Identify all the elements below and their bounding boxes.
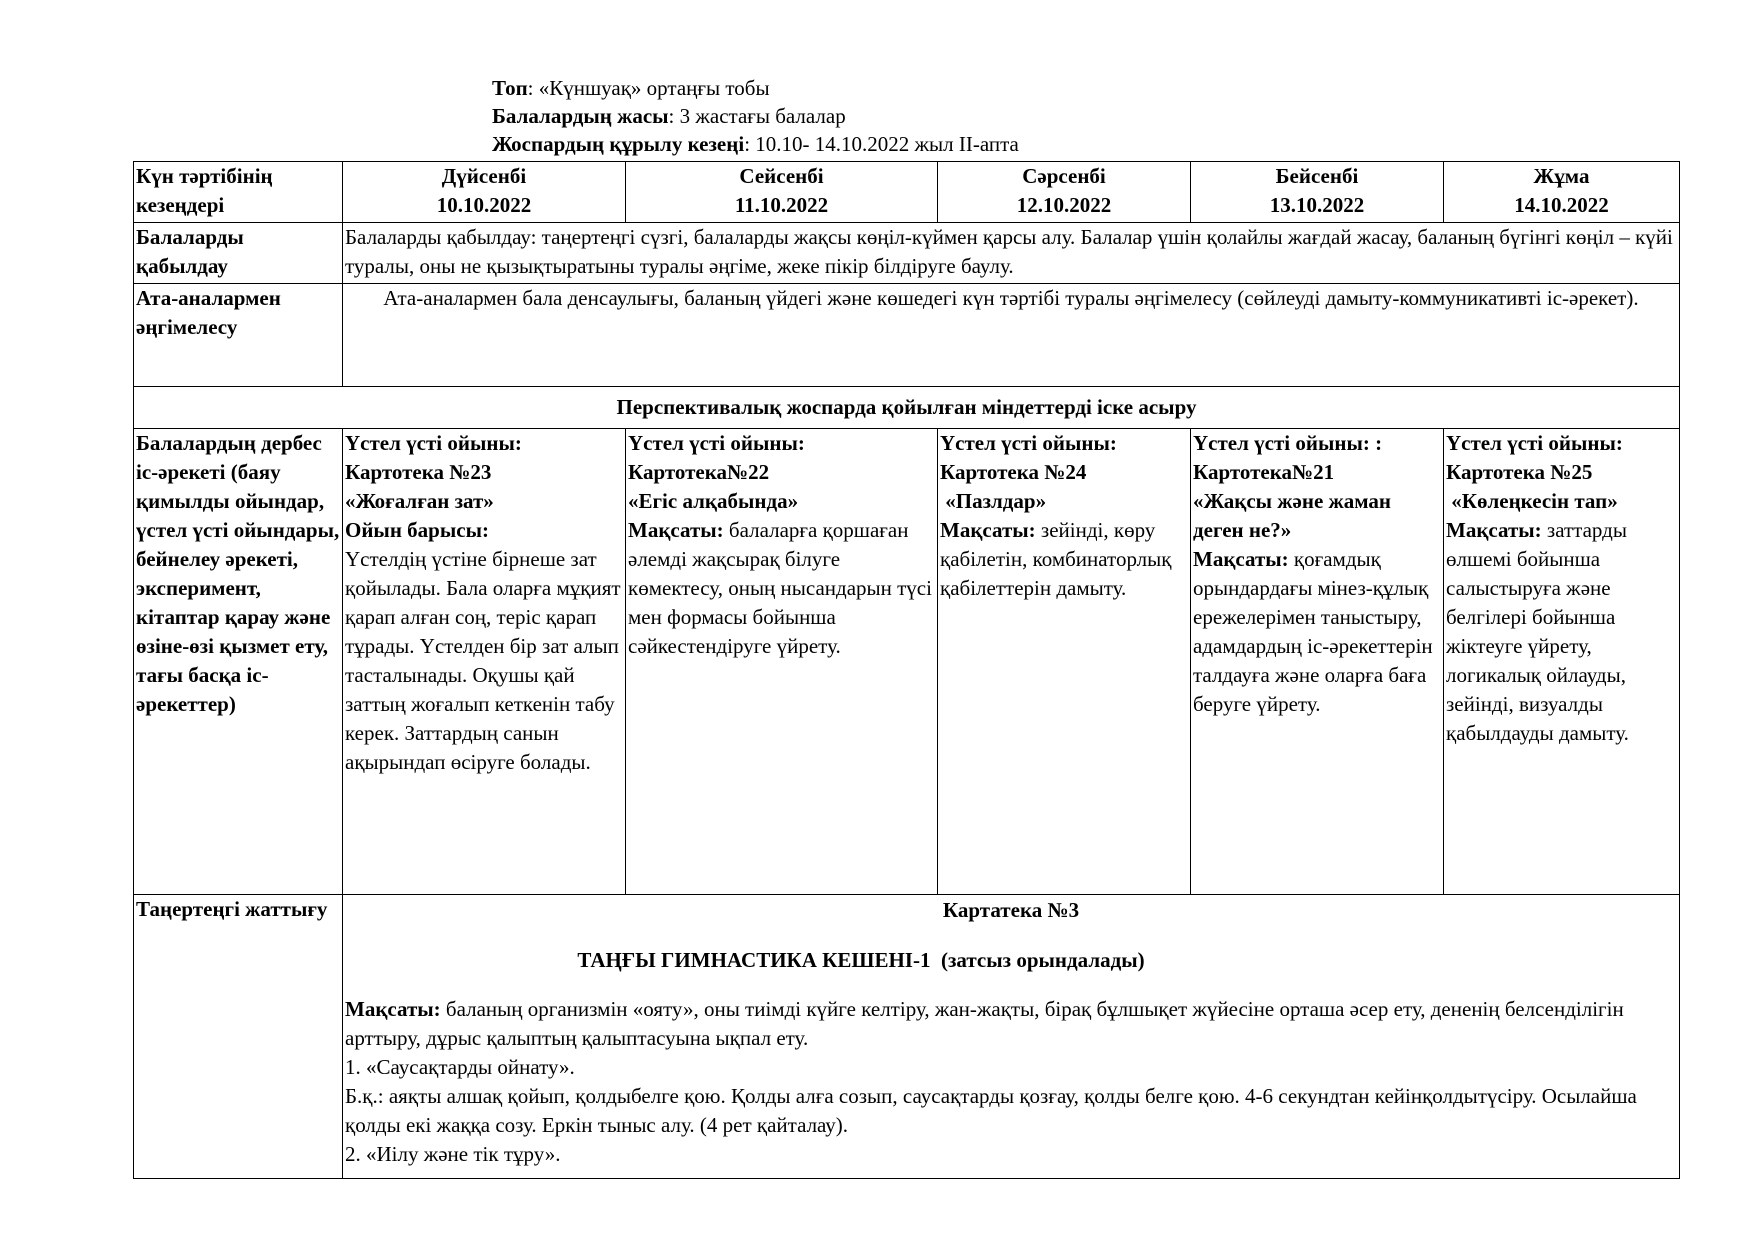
parents-label: Ата-аналармен әңгімелесу bbox=[134, 284, 343, 387]
goal-label: Мақсаты: bbox=[1446, 518, 1542, 542]
period-line bbox=[492, 130, 1019, 158]
group-value: : «Күншуақ» ортаңғы тобы bbox=[527, 76, 770, 100]
reception-label: Балаларды қабылдау bbox=[134, 223, 343, 284]
day-name: Жұма bbox=[1533, 164, 1590, 188]
exercise-goal-text: баланың организмін «ояту», оны тиімді күйге келтіру, жан-жақты, бірақ бұлшықет жүйесіне орташа әсер ету, дененің белсенділігін арттыру, дұрыс қалыптың қалыптасуына ықпал ету. bbox=[345, 997, 1624, 1050]
plan-header bbox=[492, 74, 1019, 158]
game-type: Үстел үсті ойыны: bbox=[940, 431, 1117, 455]
day-header-wednesday bbox=[938, 162, 1191, 223]
day-header-monday bbox=[343, 162, 626, 223]
perspective-title: Перспективалық жоспарда қойылған міндеттерді іске асыру bbox=[134, 387, 1680, 429]
exercise-item-1: 1. «Саусақтарды ойнату». bbox=[345, 1055, 575, 1079]
game-type: Үстел үсті ойыны: bbox=[345, 431, 522, 455]
exercise-item-2: 2. «Иілу және тік тұру». bbox=[345, 1142, 561, 1166]
card-number: Картотека №24 bbox=[940, 460, 1087, 484]
exercise-row bbox=[134, 895, 1680, 1179]
goal-label: Мақсаты: bbox=[1193, 547, 1289, 571]
group-line bbox=[492, 74, 1019, 102]
weekly-plan-table bbox=[133, 161, 1680, 1179]
activity-monday bbox=[343, 429, 626, 895]
goal-label: Мақсаты: bbox=[940, 518, 1036, 542]
game-goal bbox=[628, 516, 935, 661]
period-value: : 10.10- 14.10.2022 жыл ІІ-апта bbox=[744, 132, 1019, 156]
exercise-title: ТАҢҒЫ ГИМНАСТИКА КЕШЕНІ-1 (затсыз орындалады) bbox=[577, 948, 1145, 972]
reception-row bbox=[134, 223, 1680, 284]
activity-thursday bbox=[1191, 429, 1444, 895]
activity-row bbox=[134, 429, 1680, 895]
day-date: 14.10.2022 bbox=[1514, 193, 1609, 217]
day-date: 12.10.2022 bbox=[1016, 193, 1112, 217]
card-number: Картотека №25 bbox=[1446, 460, 1593, 484]
game-type: Үстел үсті ойыны: : bbox=[1193, 431, 1383, 455]
exercise-card-number: Картатека №3 bbox=[942, 898, 1080, 922]
day-header-thursday bbox=[1191, 162, 1444, 223]
stage-header-cell: Күн тәртібінің кезеңдері bbox=[134, 162, 343, 223]
game-title: «Көлеңкесін тап» bbox=[1446, 489, 1618, 513]
card-number: Картотека№21 bbox=[1193, 460, 1335, 484]
goal-text: балаларға қоршаған әлемді жақсырақ білуге көмектесу, оның нысандарын түсі мен формасы бойынша сәйкестендіруге үйрету. bbox=[628, 518, 932, 658]
card-number: Картотека №23 bbox=[345, 460, 492, 484]
exercise-goal-label: Мақсаты: bbox=[345, 997, 441, 1021]
game-title: «Пазлдар» bbox=[940, 489, 1047, 513]
reception-text: Балаларды қабылдау: таңертеңгі сүзгі, балаларды жақсы көңіл-күймен қарсы алу. Балалар үшін қолайлы жағдай жасау, баланың бүгінгі көңіл – күйі туралы, оны не қызықтыратыны туралы әңгіме, жеке пікір білдіруге баулу. bbox=[343, 223, 1680, 284]
game-goal bbox=[1446, 516, 1677, 748]
game-description: Үстелдің үстіне бірнеше зат қойылады. Бала оларға мұқият қарап алған соң, теріс қарап тұрады. Үстелден бір зат алып тасталынады. Оқушы қай заттың жоғалып кеткенін табу керек. Заттардың санын ақырындап өсіруге болады. bbox=[345, 547, 621, 774]
table-header-row bbox=[134, 162, 1680, 223]
game-title: «Егіс алқабында» bbox=[628, 489, 799, 513]
day-name: Дүйсенбі bbox=[441, 164, 527, 188]
age-value: : 3 жастағы балалар bbox=[668, 104, 846, 128]
day-date: 13.10.2022 bbox=[1269, 193, 1365, 217]
day-header-friday bbox=[1444, 162, 1680, 223]
game-title: «Жоғалған зат» bbox=[345, 489, 494, 513]
game-type: Үстел үсті ойыны: bbox=[1446, 431, 1623, 455]
game-section-label: Ойын барысы: bbox=[345, 518, 489, 542]
exercise-content bbox=[343, 895, 1680, 1179]
period-label: Жоспардың құрылу кезеңі bbox=[492, 132, 745, 156]
card-number: Картотека№22 bbox=[628, 460, 770, 484]
game-title: «Жақсы және жаман деген не?» bbox=[1193, 489, 1392, 542]
game-goal bbox=[1193, 545, 1441, 719]
perspective-row bbox=[134, 387, 1680, 429]
game-type: Үстел үсті ойыны: bbox=[628, 431, 805, 455]
goal-text: заттарды өлшемі бойынша салыстыруға және белгілері бойынша жіктеуге үйрету, логикалық ойлауды, зейінді, визуалды қабылдауды дамыту. bbox=[1446, 518, 1629, 745]
day-name: Сейсенбі bbox=[739, 164, 824, 188]
parents-row bbox=[134, 284, 1680, 387]
exercise-label: Таңертеңгі жаттығу bbox=[134, 895, 343, 1179]
activity-wednesday bbox=[938, 429, 1191, 895]
age-label: Балалардың жасы bbox=[492, 104, 669, 128]
day-name: Сәрсенбі bbox=[1022, 164, 1106, 188]
exercise-item-1-text: Б.қ.: аяқты алшақ қойып, қолдыбелге қою. Қолды алға созып, саусақтарды қозғау, қолды белге қою. 4-6 секундтан кейінқолдытүсіру. Осылайша қолды екі жаққа созу. Еркін тыныс алу. (4 рет қайталау). bbox=[345, 1084, 1637, 1137]
game-goal bbox=[940, 516, 1188, 603]
activity-label: Балалардың дербес іс-әрекеті (баяу қимылды ойындар, үстел үсті ойындары, бейнелеу әрекеті, эксперимент, кітаптар қарау және өзіне-өзі қызмет ету, тағы басқа іс-әрекеттер) bbox=[134, 429, 343, 895]
day-header-tuesday bbox=[626, 162, 938, 223]
goal-text: зейінді, көру қабілетін, комбинаторлық қабілеттерін дамыту. bbox=[940, 518, 1172, 600]
age-line bbox=[492, 102, 1019, 130]
day-date: 10.10.2022 bbox=[436, 193, 532, 217]
activity-friday bbox=[1444, 429, 1680, 895]
day-name: Бейсенбі bbox=[1275, 164, 1359, 188]
day-date: 11.10.2022 bbox=[734, 193, 829, 217]
exercise-goal bbox=[345, 995, 1677, 1053]
activity-tuesday bbox=[626, 429, 938, 895]
parents-text: Ата-аналармен бала денсаулығы, баланың үйдегі және көшедегі күн тәртібі туралы әңгімелесу (сөйлеуді дамыту-коммуникативті іс-әрекет). bbox=[343, 284, 1680, 387]
goal-label: Мақсаты: bbox=[628, 518, 724, 542]
goal-text: қоғамдық орындардағы мінез-құлық ережелерімен таныстыру, адамдардың іс-әрекеттерін талдауға және оларға баға беруге үйрету. bbox=[1193, 547, 1433, 716]
group-label: Топ bbox=[492, 76, 528, 100]
